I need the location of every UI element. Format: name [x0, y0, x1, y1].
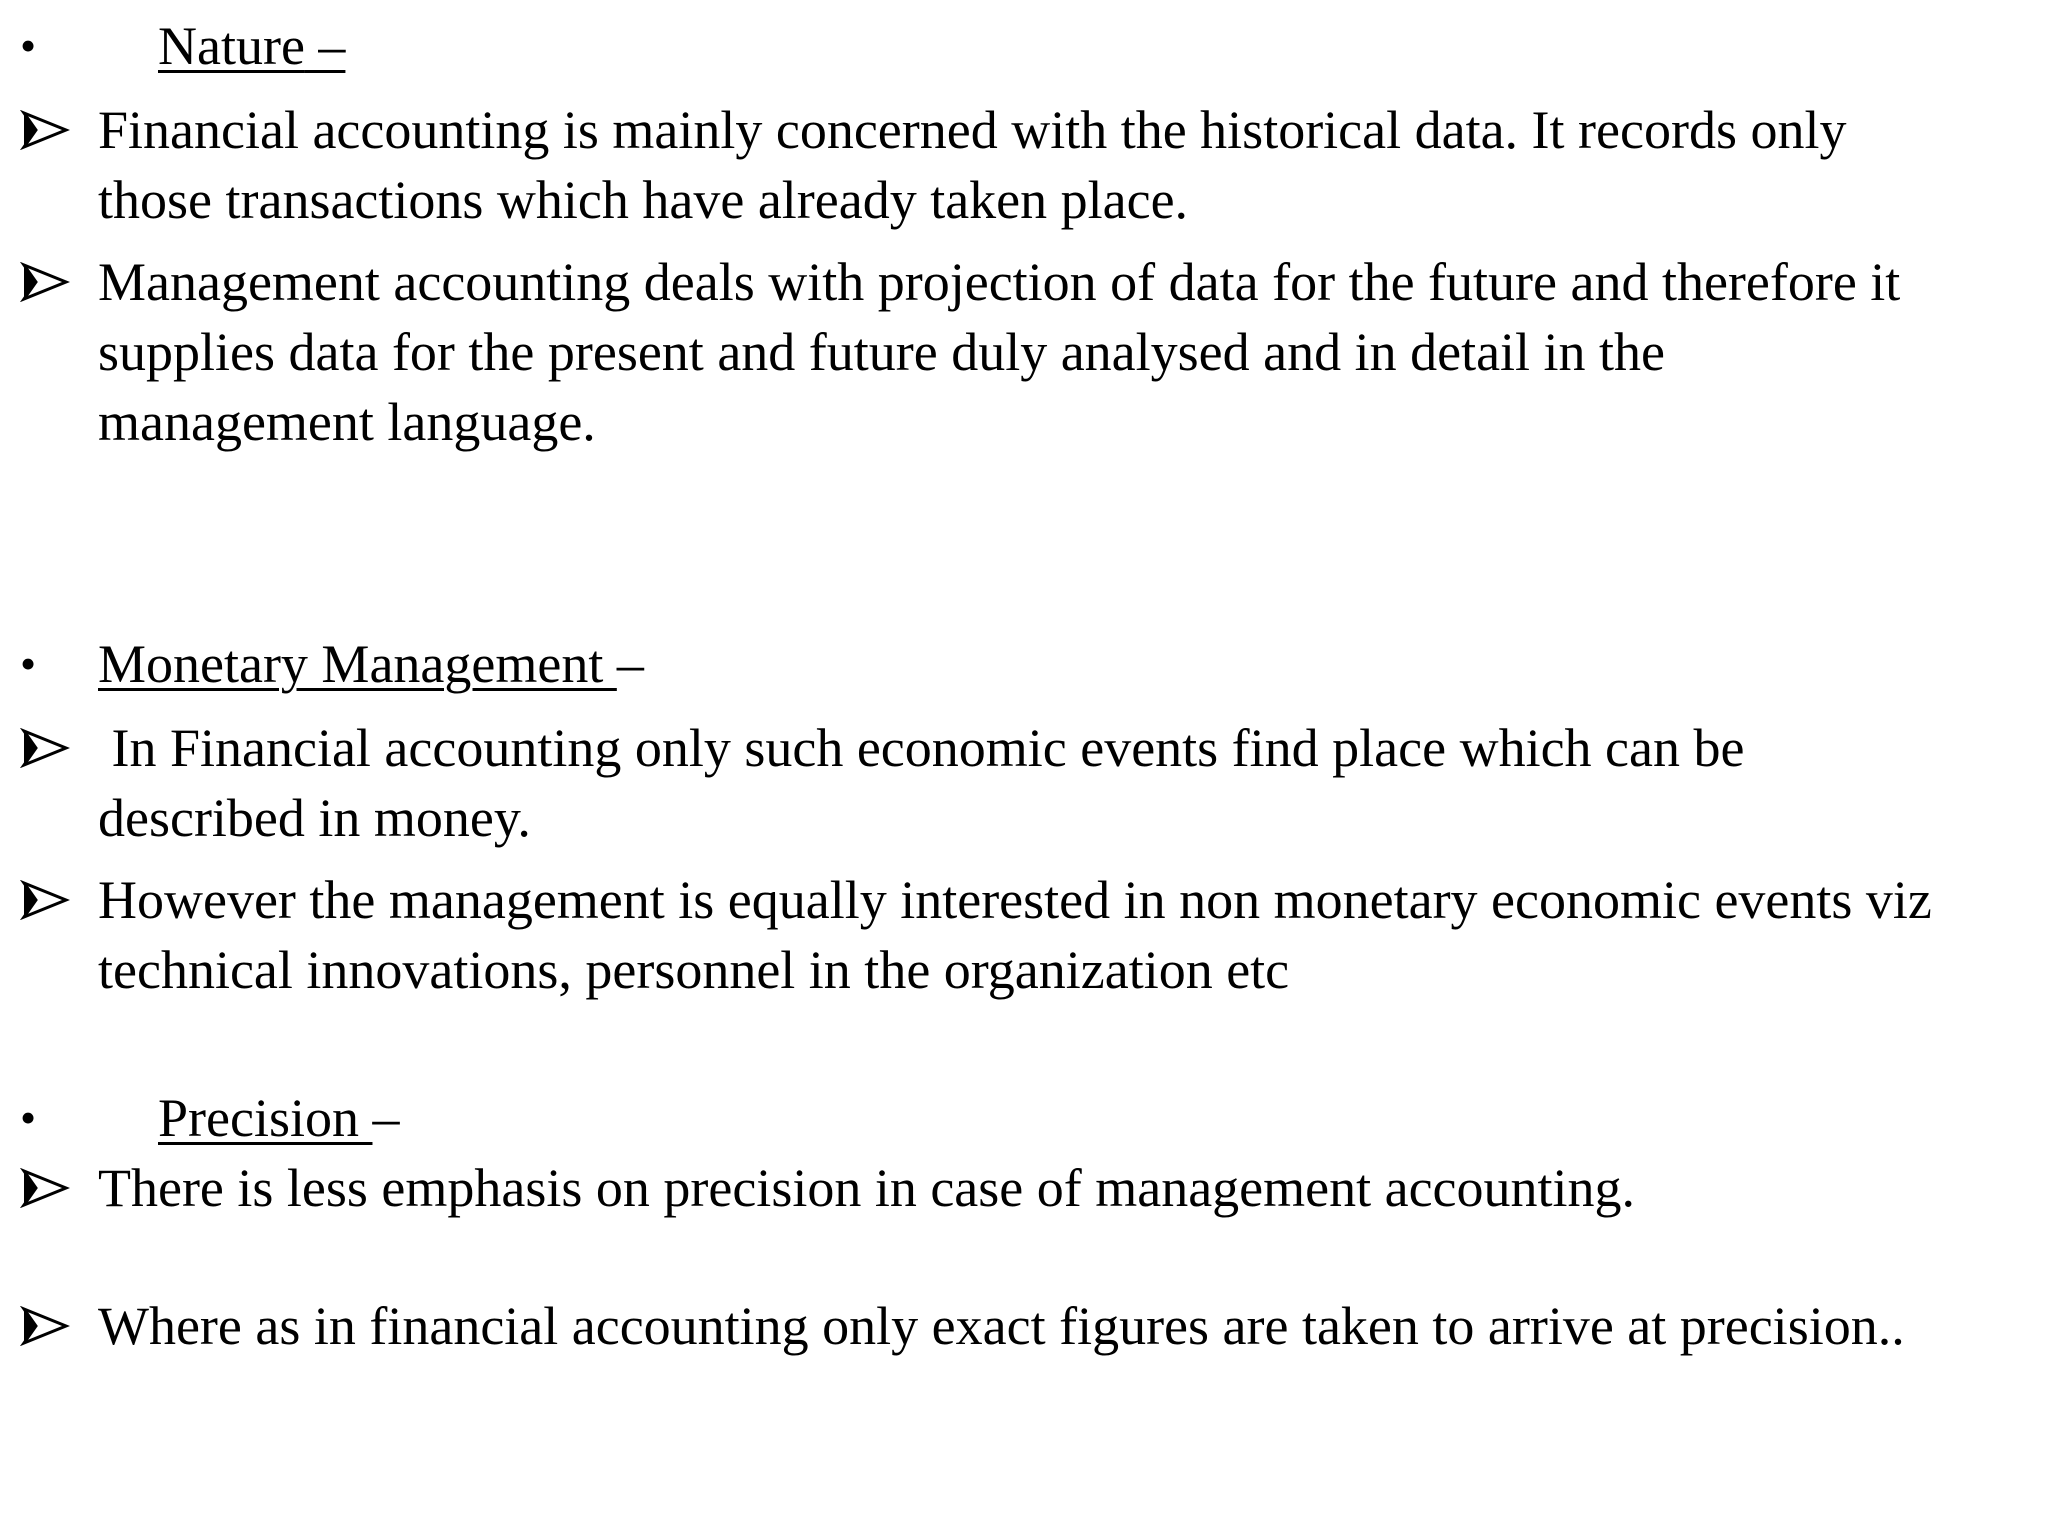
arrow-bullet-icon: [20, 728, 70, 768]
bullet-dot-icon: •: [20, 20, 37, 71]
heading-text: Monetary Management: [98, 634, 617, 694]
item-line: supplies data for the present and future duly analysed and in detail in the: [98, 322, 1666, 382]
heading-suffix: –: [616, 634, 644, 694]
item-line: In Financial accounting only such economic events find place which can be: [98, 718, 1745, 778]
item-line: described in money.: [98, 788, 531, 848]
item-line: However the management is equally interested in non monetary economic events viz: [98, 870, 1932, 930]
item-line: management language.: [98, 392, 596, 452]
item-line: Where as in financial accounting only exact figures are taken to arrive at precision..: [98, 1296, 1905, 1356]
arrow-bullet-icon: [20, 1168, 70, 1208]
bullet-dot-icon: •: [20, 1092, 37, 1143]
arrow-bullet-icon: [20, 880, 70, 920]
arrow-bullet-icon: [20, 110, 70, 150]
bullet-dot-icon: •: [20, 638, 37, 689]
heading-suffix: –: [304, 16, 346, 76]
item-line: Financial accounting is mainly concerned with the historical data. It records only: [98, 100, 1847, 160]
arrow-bullet-icon: [20, 1306, 70, 1346]
arrow-bullet-icon: [20, 262, 70, 302]
item-line: technical innovations, personnel in the organization etc: [98, 940, 1290, 1000]
item-line: There is less emphasis on precision in case of management accounting.: [98, 1158, 1636, 1218]
heading-text: Nature: [158, 16, 305, 76]
item-line: Management accounting deals with projection of data for the future and therefore it: [98, 252, 1901, 312]
heading-suffix: –: [372, 1088, 400, 1148]
heading-text: Precision: [158, 1088, 373, 1148]
item-line: those transactions which have already taken place.: [98, 170, 1189, 230]
